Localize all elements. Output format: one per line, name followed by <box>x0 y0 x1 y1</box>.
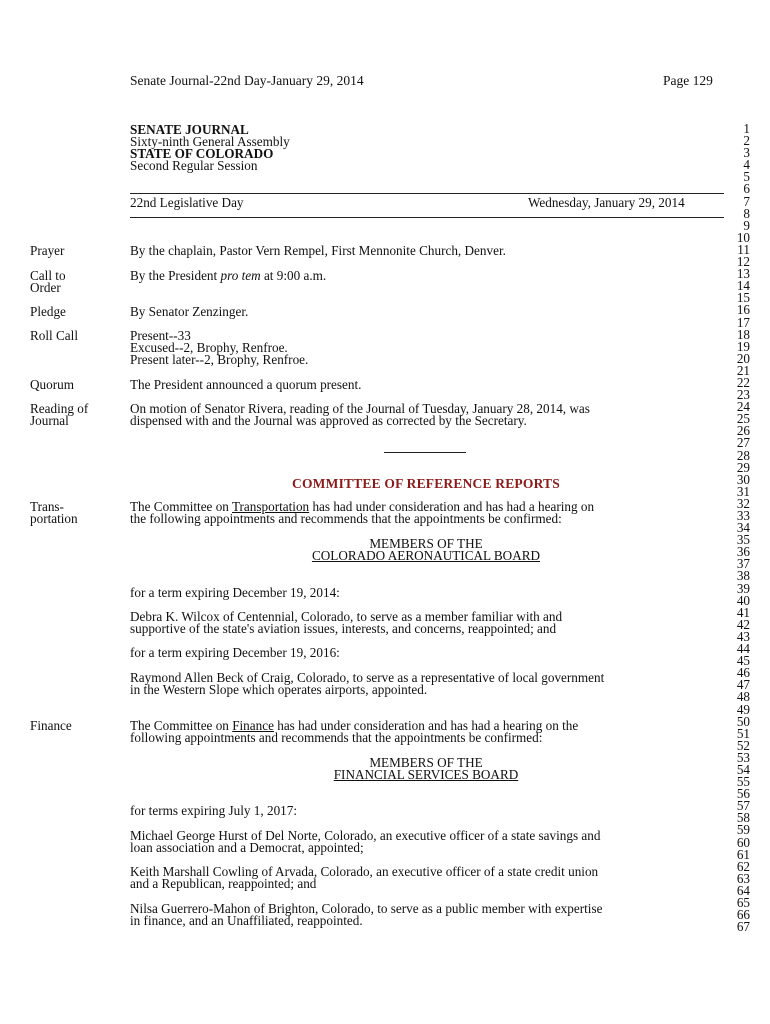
line-number: 29 <box>736 459 750 475</box>
line-number: 13 <box>736 266 750 282</box>
line-number: 28 <box>736 447 750 463</box>
line-number: 5 <box>743 169 750 185</box>
line-number: 14 <box>736 278 750 294</box>
line-number: 6 <box>743 181 750 197</box>
transportation-intro-before: The Committee on <box>130 499 232 514</box>
finance-intro-after: has had under consideration and has had a hearing on the <box>273 718 579 733</box>
line-number: 23 <box>736 387 750 403</box>
roll-call-excused: Excused--2, Brophy, Renfroe. <box>130 340 288 355</box>
state-name: STATE OF COLORADO <box>130 146 274 161</box>
appointment-guerrero-mahon-line-1: Nilsa Guerrero-Mahon of Brighton, Colorado, to serve as a public member with expertise <box>130 901 603 916</box>
margin-label-call-to-order: Call to <box>30 268 66 283</box>
line-number: 58 <box>736 810 750 826</box>
margin-label-finance: Finance <box>30 718 72 733</box>
line-number: 1 <box>743 121 750 136</box>
line-number: 65 <box>736 895 750 910</box>
line-number: 52 <box>736 737 750 753</box>
line-number: 19 <box>736 338 750 354</box>
line-number: 21 <box>736 362 750 378</box>
line-number: 20 <box>736 350 750 366</box>
line-number: 43 <box>736 628 750 644</box>
line-number: 54 <box>736 761 750 777</box>
transportation-committee-link[interactable]: Transportation <box>231 499 310 514</box>
aeronautical-board-heading-2 <box>130 550 722 562</box>
finance-intro-line-2: following appointments and recommends that the appointments be confirmed: <box>130 730 543 745</box>
line-number: 40 <box>736 592 750 608</box>
line-number: 7 <box>743 193 750 209</box>
margin-label-order: Order <box>30 280 61 295</box>
margin-label-reading-of: Reading of <box>30 401 89 416</box>
appointment-wilcox-line-1: Debra K. Wilcox of Centennial, Colorado, to serve as a member familiar with and <box>130 609 563 624</box>
appointment-beck-line-2: in the Western Slope which operates airports, appointed. <box>130 682 428 697</box>
appointment-wilcox-line-2: supportive of the state's aviation issues, interests, and concerns, reappointed; and <box>130 621 557 636</box>
line-number: 45 <box>736 653 750 669</box>
line-number: 27 <box>736 435 750 451</box>
roll-call-present-later: Present later--2, Brophy, Renfroe. <box>130 352 309 367</box>
call-to-order-text-after: at 9:00 a.m. <box>260 268 327 283</box>
running-header-left: Senate Journal-22nd Day-January 29, 2014 <box>130 73 364 88</box>
line-number: 3 <box>743 145 750 161</box>
aeronautical-board-name: COLORADO AERONAUTICAL BOARD <box>311 548 541 563</box>
margin-label-pledge: Pledge <box>30 304 66 319</box>
line-number: 44 <box>736 641 750 657</box>
line-number: 53 <box>736 749 750 765</box>
line-number: 9 <box>743 217 750 233</box>
line-number: 66 <box>736 907 750 923</box>
transportation-term-1: for a term expiring December 19, 2014: <box>130 585 340 600</box>
line-number: 34 <box>736 520 750 536</box>
line-number: 60 <box>736 834 750 850</box>
finance-intro-before: The Committee on <box>130 718 233 733</box>
financial-board-heading-1: MEMBERS OF THE <box>369 755 483 770</box>
margin-label-portation: portation <box>30 511 78 526</box>
line-number: 24 <box>736 399 750 415</box>
line-number: 55 <box>736 774 750 790</box>
prayer-text: By the chaplain, Pastor Vern Rempel, First Mennonite Church, Denver. <box>130 243 506 258</box>
line-number: 30 <box>736 471 750 487</box>
line-number: 49 <box>736 701 750 717</box>
line-number: 50 <box>736 713 750 729</box>
line-number: 12 <box>736 254 750 270</box>
margin-label-quorum: Quorum <box>30 377 74 392</box>
line-number: 59 <box>736 822 750 838</box>
section-separator <box>384 452 466 453</box>
margin-label-prayer: Prayer <box>30 243 65 258</box>
line-number: 8 <box>743 205 750 221</box>
line-number: 64 <box>736 882 750 898</box>
quorum-text: The President announced a quorum present. <box>130 377 362 392</box>
financial-board-heading-2 <box>130 769 722 781</box>
line-number: 22 <box>736 374 750 390</box>
line-number: 16 <box>736 302 750 318</box>
line-number: 31 <box>736 483 750 499</box>
line-number: 38 <box>736 568 750 584</box>
transportation-term-2: for a term expiring December 19, 2016: <box>130 645 340 660</box>
line-number: 32 <box>736 495 750 511</box>
line-number: 26 <box>736 423 750 439</box>
assembly-name: Sixty-ninth General Assembly <box>130 134 290 149</box>
transportation-intro-line-2: the following appointments and recommends that the appointments be confirmed: <box>130 511 562 526</box>
reading-text-line-1: On motion of Senator Rivera, reading of the Journal of Tuesday, January 28, 2014, was <box>130 401 590 416</box>
bottom-rule <box>130 217 724 218</box>
margin-label-journal: Journal <box>30 413 69 428</box>
line-number: 46 <box>736 665 750 681</box>
appointment-guerrero-mahon-line-2: in finance, and an Unaffiliated, reappointed. <box>130 913 363 928</box>
top-rule <box>130 193 724 194</box>
legislative-day: 22nd Legislative Day <box>130 195 244 210</box>
section-title: COMMITTEE OF REFERENCE REPORTS <box>292 476 560 491</box>
appointment-beck-line-1: Raymond Allen Beck of Craig, Colorado, to serve as a representative of local government <box>130 670 605 685</box>
margin-label-trans: Trans- <box>30 499 64 514</box>
finance-committee-link[interactable]: Finance <box>232 718 274 733</box>
journal-title: SENATE JOURNAL <box>130 122 249 137</box>
line-number: 25 <box>736 411 750 427</box>
pro-tem-italic: pro tem <box>220 268 261 283</box>
line-number: 67 <box>736 919 750 935</box>
margin-label-roll-call: Roll Call <box>30 328 78 343</box>
line-number: 41 <box>736 604 750 620</box>
line-number: 51 <box>736 725 750 741</box>
line-number: 2 <box>743 133 750 149</box>
call-to-order-text <box>130 270 326 282</box>
aeronautical-board-heading-1: MEMBERS OF THE <box>369 536 483 551</box>
line-number: 4 <box>743 157 750 173</box>
line-number: 33 <box>736 508 750 523</box>
line-number: 36 <box>736 544 750 560</box>
line-number: 35 <box>736 532 750 548</box>
finance-term: for terms expiring July 1, 2017: <box>130 803 298 818</box>
line-number: 57 <box>736 798 750 814</box>
line-number: 47 <box>736 677 750 693</box>
line-number-column <box>728 123 750 933</box>
line-number: 62 <box>736 858 750 874</box>
line-number: 15 <box>736 290 750 306</box>
financial-board-name: FINANCIAL SERVICES BOARD <box>333 767 519 782</box>
reading-text-line-2: dispensed with and the Journal was approved as corrected by the Secretary. <box>130 413 527 428</box>
transportation-intro-after: has had under consideration and has had a hearing on <box>309 499 595 514</box>
line-number: 11 <box>737 241 750 257</box>
line-number: 63 <box>736 870 750 886</box>
appointment-hurst-line-1: Michael George Hurst of Del Norte, Colorado, an executive officer of a state savings and <box>130 828 601 843</box>
line-number: 18 <box>736 326 750 342</box>
line-number: 48 <box>736 689 750 705</box>
line-number: 10 <box>736 229 750 245</box>
line-number: 39 <box>736 580 750 596</box>
line-number: 56 <box>736 786 750 802</box>
line-number: 17 <box>736 314 750 330</box>
appointment-cowling-line-1: Keith Marshall Cowling of Arvada, Colorado, an executive officer of a state credit union <box>130 864 599 879</box>
session-name: Second Regular Session <box>130 158 258 173</box>
appointment-hurst-line-2: loan association and a Democrat, appointed; <box>130 840 364 855</box>
session-date: Wednesday, January 29, 2014 <box>528 195 685 210</box>
pledge-text: By Senator Zenzinger. <box>130 304 249 319</box>
appointment-cowling-line-2: and a Republican, reappointed; and <box>130 876 317 891</box>
line-number: 61 <box>736 846 750 862</box>
roll-call-present: Present--33 <box>130 328 191 343</box>
page-number: Page 129 <box>663 73 713 88</box>
line-number: 42 <box>736 616 750 632</box>
line-number: 37 <box>736 556 750 572</box>
call-to-order-text-before: By the President <box>130 268 221 283</box>
